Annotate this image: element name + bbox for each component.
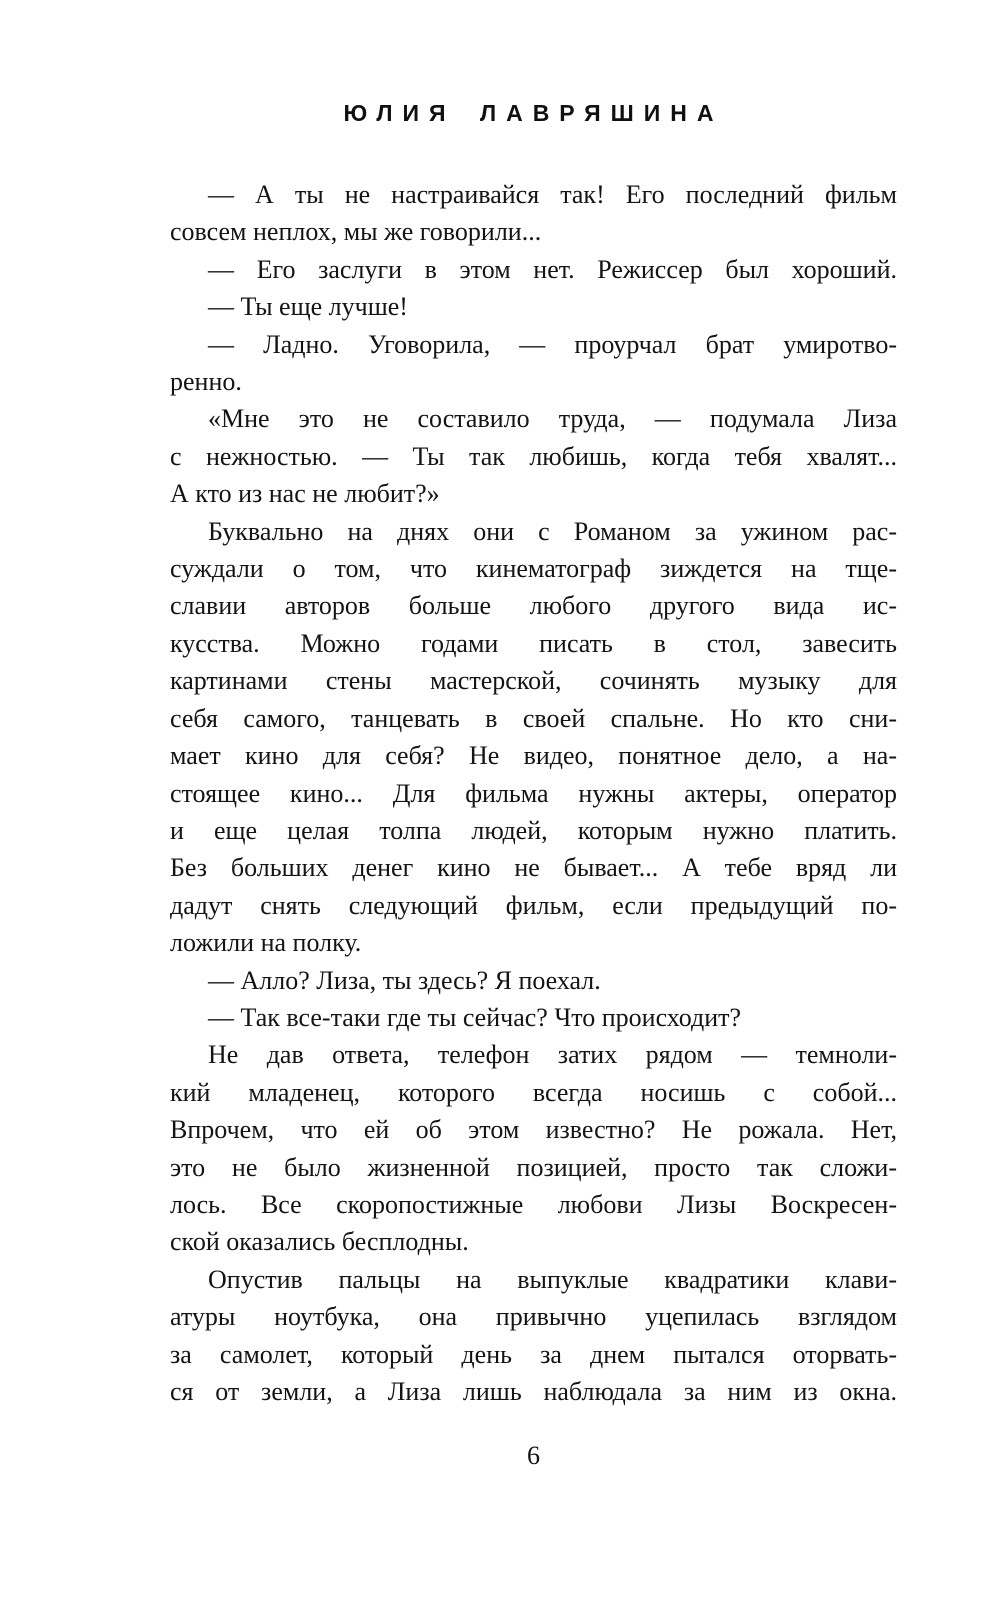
text-line: Опустив пальцы на выпуклые квадратики клави-: [208, 1264, 897, 1294]
text-line: атуры ноутбука, она привычно уцепилась взглядом: [170, 1302, 897, 1332]
text-line: кусства. Можно годами писать в стол, завесить: [170, 628, 897, 658]
text-line: ся от земли, а Лиза лишь наблюдала за ним из окна.: [170, 1377, 897, 1406]
text-line: Буквально на днях они с Романом за ужином рас-: [208, 516, 897, 546]
text-line: — Ты еще лучше!: [208, 292, 408, 322]
text-line: мает кино для себя? Не видео, понятное дело, а на-: [170, 741, 897, 771]
text-line: лось. Все скоропостижные любови Лизы Воскресен-: [170, 1189, 897, 1219]
text-line: это не было жизненной позицией, просто так сложи-: [170, 1152, 897, 1182]
text-line: за самолет, который день за днем пытался оторвать-: [170, 1339, 897, 1369]
text-line: с нежностью. — Ты так любишь, когда тебя хвалят...: [170, 441, 897, 471]
text-line: дадут снять следующий фильм, если предыдущий по-: [170, 890, 897, 920]
text-line: ской оказались бесплодны.: [170, 1227, 469, 1257]
text-line: Без больших денег кино не бывает... А тебе вряд ли: [170, 853, 897, 883]
running-header-author: ЮЛИЯ ЛАВРЯШИНА: [343, 100, 724, 126]
text-line: суждали о том, что кинематограф зиждется на тще-: [170, 554, 897, 584]
text-line: ложили на полку.: [170, 928, 362, 958]
text-line: ренно.: [170, 367, 242, 397]
text-line: славии авторов больше любого другого вида ис-: [170, 591, 897, 621]
text-line: и еще целая толпа людей, которым нужно платить.: [170, 815, 897, 845]
text-line: А кто из нас не любит?»: [170, 479, 440, 509]
page-body: [170, 176, 897, 1410]
text-line: Впрочем, что ей об этом известно? Не рожала. Нет,: [170, 1115, 897, 1145]
text-line: Не дав ответа, телефон затих рядом — темноли-: [208, 1040, 897, 1070]
text-line: себя самого, танцевать в своей спальне. Но кто сни-: [170, 703, 897, 733]
text-line: стоящее кино... Для фильма нужны актеры, оператор: [170, 778, 897, 808]
page-number: 6: [527, 1441, 540, 1470]
text-line: кий младенец, которого всегда носишь с собой...: [170, 1077, 897, 1107]
text-line: — А ты не настраивайся так! Его последний фильм: [208, 180, 897, 209]
text-line: — Ладно. Уговорила, — проурчал брат умиротво-: [208, 329, 897, 359]
text-line: — Алло? Лиза, ты здесь? Я поехал.: [208, 965, 601, 995]
text-line: совсем неплох, мы же говорили...: [170, 217, 542, 247]
text-line: «Мне это не составило труда, — подумала Лиза: [208, 404, 897, 434]
text-line: — Его заслуги в этом нет. Режиссер был хороший.: [208, 254, 897, 284]
text-line: — Так все-таки где ты сейчас? Что происходит?: [208, 1002, 742, 1032]
text-line: картинами стены мастерской, сочинять музыку для: [170, 666, 897, 696]
